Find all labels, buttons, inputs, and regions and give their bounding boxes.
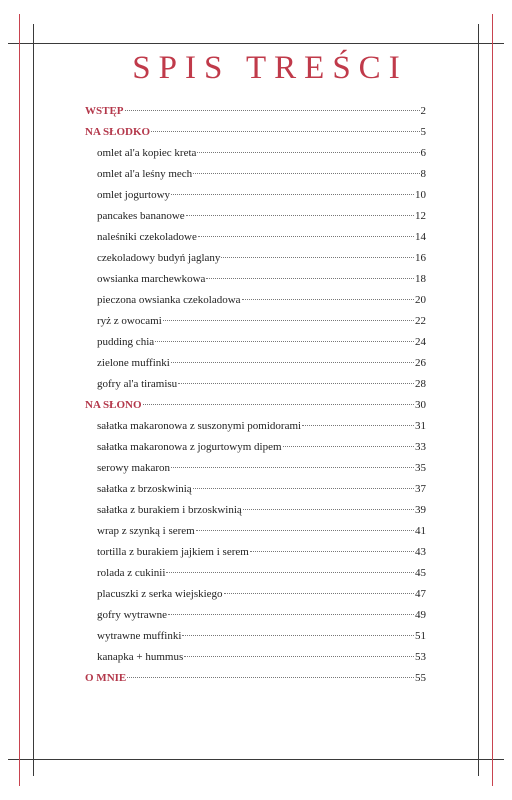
dot-leader (151, 131, 419, 132)
toc-entry[interactable] (85, 630, 426, 651)
right-red-line (492, 14, 493, 786)
toc-page-number: 53 (415, 651, 426, 663)
dot-leader (155, 341, 414, 342)
dot-leader (242, 299, 414, 300)
toc-page-number: 20 (415, 294, 426, 306)
toc-entry-label: pudding chia (97, 336, 155, 348)
toc-page-number: 43 (415, 546, 426, 558)
toc-entry[interactable] (85, 651, 426, 672)
toc-entry-label: serowy makaron (97, 462, 171, 474)
dot-leader (206, 278, 414, 279)
toc-page-number: 37 (415, 483, 426, 495)
toc-entry-label: sałatka makaronowa z jogurtowym dipem (97, 441, 282, 453)
dot-leader (171, 467, 414, 468)
toc-entry[interactable] (85, 483, 426, 504)
toc-entry-label: kanapka + hummus (97, 651, 184, 663)
toc-page-number: 31 (415, 420, 426, 432)
right-gray-line (478, 24, 479, 776)
dot-leader (193, 488, 414, 489)
toc-entry-label: ryż z owocami (97, 315, 162, 327)
dot-leader (171, 362, 414, 363)
toc-page-number: 45 (415, 567, 426, 579)
toc-entry-label: naleśniki czekoladowe (97, 231, 197, 243)
toc-page-number: 16 (415, 252, 426, 264)
toc-entry-label: placuszki z serka wiejskiego (97, 588, 223, 600)
dot-leader (250, 551, 414, 552)
left-red-line (19, 14, 20, 786)
dot-leader (127, 677, 414, 678)
toc-entry-label: tortilla z burakiem jajkiem i serem (97, 546, 249, 558)
toc-entry[interactable] (85, 609, 426, 630)
toc-page-number: 22 (415, 315, 426, 327)
dot-leader (184, 656, 414, 657)
toc-entry[interactable] (85, 525, 426, 546)
toc-page-number: 26 (415, 357, 426, 369)
toc-section-entry[interactable] (85, 126, 426, 147)
toc-entry[interactable] (85, 189, 426, 210)
dot-leader (283, 446, 414, 447)
toc-entry-label: gofry al'a tiramisu (97, 378, 178, 390)
dot-leader (186, 215, 414, 216)
toc-entry[interactable] (85, 231, 426, 252)
toc-entry[interactable] (85, 294, 426, 315)
toc-page-number: 47 (415, 588, 426, 600)
toc-entry[interactable] (85, 567, 426, 588)
toc-entry[interactable] (85, 357, 426, 378)
toc-page-number: 6 (420, 147, 426, 159)
bottom-border-line (8, 759, 504, 760)
dot-leader (178, 383, 414, 384)
dot-leader (171, 194, 414, 195)
dot-leader (224, 593, 414, 594)
toc-entry-label: zielone muffinki (97, 357, 170, 369)
dot-leader (125, 110, 420, 111)
toc-entry[interactable] (85, 147, 426, 168)
toc-page-number: 24 (415, 336, 426, 348)
toc-entry-label: rolada z cukinii (97, 567, 166, 579)
dot-leader (182, 635, 414, 636)
toc-page-number: 30 (415, 399, 426, 411)
dot-leader (243, 509, 414, 510)
toc-entry-label: omlet al'a kopiec kreta (97, 147, 197, 159)
toc-entry[interactable] (85, 252, 426, 273)
toc-entry-label: omlet jogurtowy (97, 189, 171, 201)
dot-leader (221, 257, 414, 258)
top-border-line (8, 43, 504, 44)
page-title: SPIS TREŚCI (132, 50, 408, 86)
toc-page-number: 10 (415, 189, 426, 201)
toc-page-number: 14 (415, 231, 426, 243)
toc-page-number: 2 (420, 105, 426, 117)
toc-page-number: 28 (415, 378, 426, 390)
toc-page-number: 55 (415, 672, 426, 684)
toc-entry[interactable] (85, 462, 426, 483)
toc-page-number: 41 (415, 525, 426, 537)
toc-entry-label: wytrawne muffinki (97, 630, 182, 642)
toc-section-entry[interactable] (85, 672, 426, 693)
toc-entry[interactable] (85, 336, 426, 357)
toc-page-number: 35 (415, 462, 426, 474)
toc-entry-label: wrap z szynką i serem (97, 525, 195, 537)
toc-page-number: 18 (415, 273, 426, 285)
toc-page-number: 12 (415, 210, 426, 222)
toc-entry-label: sałatka z brzoskwinią (97, 483, 192, 495)
toc-entry-label: sałatka makaronowa z suszonymi pomidorami (97, 420, 302, 432)
toc-entry[interactable] (85, 420, 426, 441)
dot-leader (196, 530, 414, 531)
toc-entry[interactable] (85, 588, 426, 609)
toc-entry-label: WSTĘP (85, 105, 124, 117)
toc-entry-label: pieczona owsianka czekoladowa (97, 294, 241, 306)
toc-page-number: 33 (415, 441, 426, 453)
dot-leader (163, 320, 414, 321)
dot-leader (197, 152, 419, 153)
toc-section-entry[interactable] (85, 399, 426, 420)
dot-leader (143, 404, 414, 405)
toc-entry-label: gofry wytrawne (97, 609, 167, 621)
left-gray-line (33, 24, 34, 776)
toc-section-entry[interactable] (85, 105, 426, 126)
toc-page-number: 51 (415, 630, 426, 642)
dot-leader (302, 425, 414, 426)
toc-entry[interactable] (85, 168, 426, 189)
toc-entry[interactable] (85, 504, 426, 525)
dot-leader (166, 572, 414, 573)
toc-entry[interactable] (85, 273, 426, 294)
toc-page-number: 39 (415, 504, 426, 516)
toc-entry-label: omlet al'a leśny mech (97, 168, 193, 180)
table-of-contents (85, 105, 426, 693)
toc-entry-label: sałatka z burakiem i brzoskwinią (97, 504, 242, 516)
dot-leader (198, 236, 414, 237)
dot-leader (168, 614, 414, 615)
toc-page-number: 49 (415, 609, 426, 621)
toc-entry[interactable] (85, 210, 426, 231)
toc-entry[interactable] (85, 315, 426, 336)
toc-entry-label: czekoladowy budyń jaglany (97, 252, 221, 264)
toc-entry[interactable] (85, 441, 426, 462)
toc-page-number: 8 (420, 168, 426, 180)
toc-page-number: 5 (420, 126, 426, 138)
toc-entry[interactable] (85, 378, 426, 399)
toc-entry-label: NA SŁODKO (85, 126, 151, 138)
toc-entry-label: pancakes bananowe (97, 210, 185, 222)
toc-entry-label: owsianka marchewkowa (97, 273, 206, 285)
toc-entry[interactable] (85, 546, 426, 567)
toc-entry-label: O MNIE (85, 672, 127, 684)
dot-leader (193, 173, 419, 174)
toc-entry-label: NA SŁONO (85, 399, 142, 411)
